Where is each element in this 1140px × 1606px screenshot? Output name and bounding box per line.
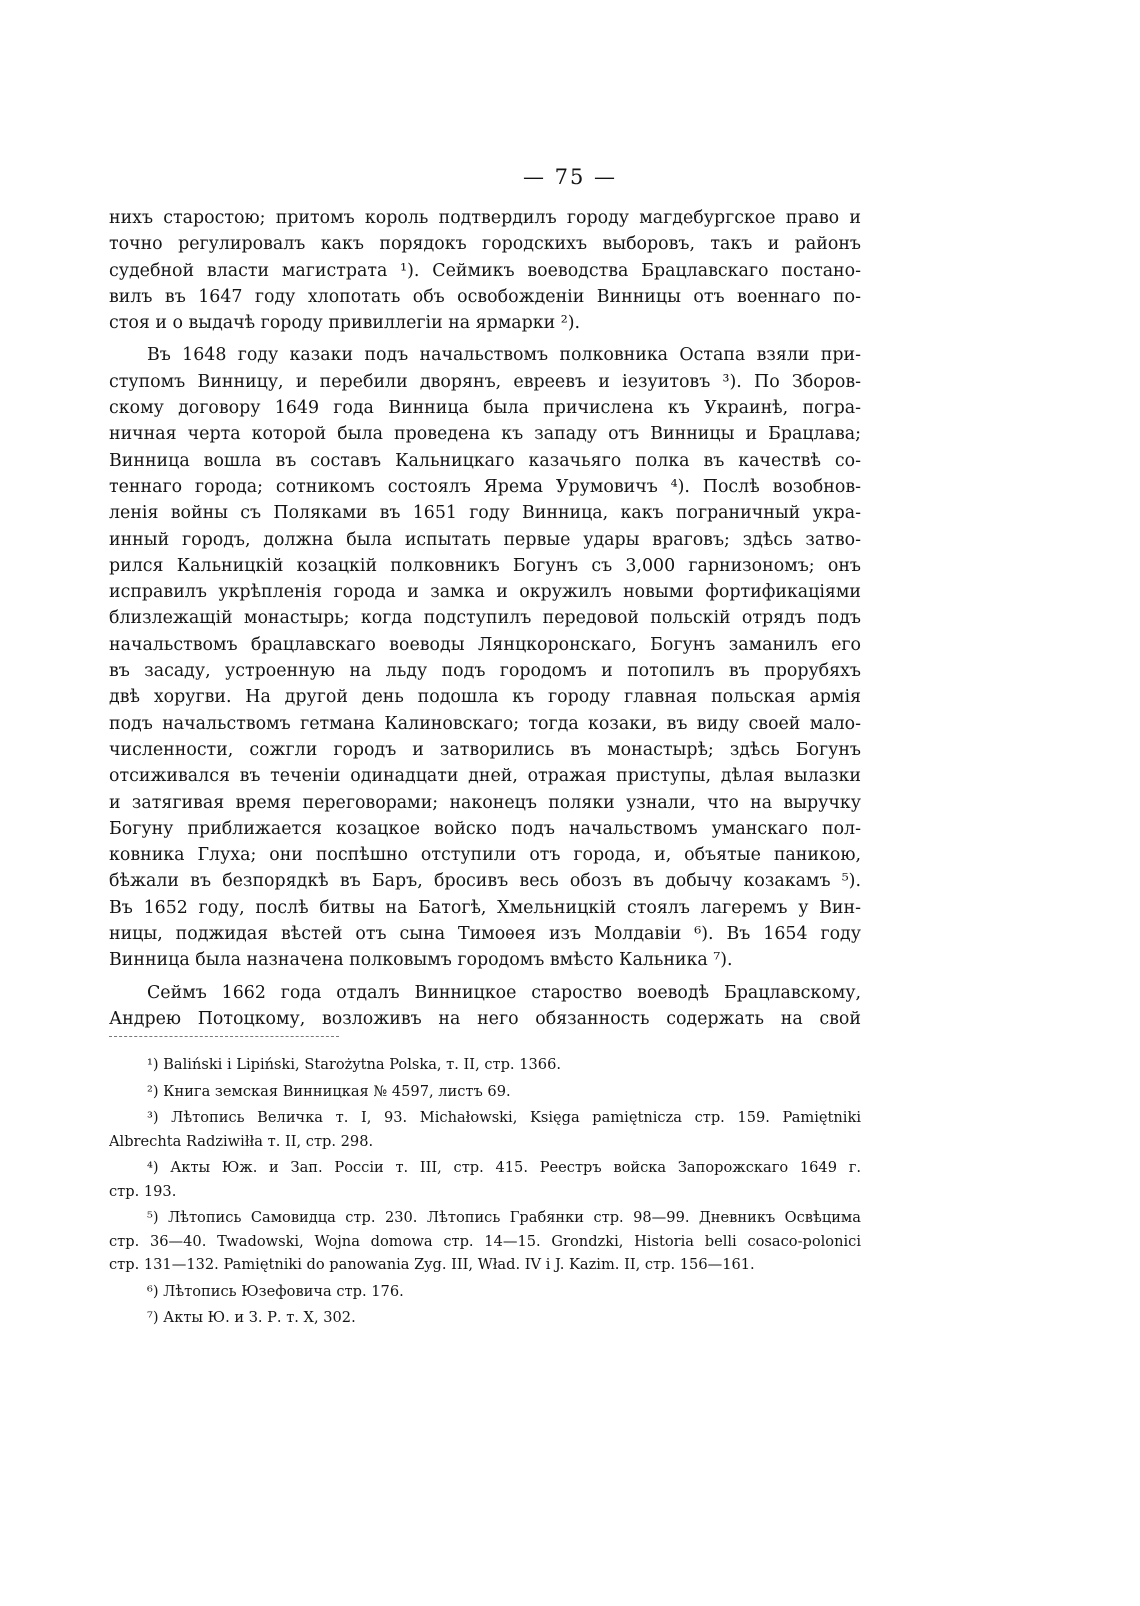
text-line: и затягивая время переговорами; наконецъ поляки узнали, что на выручку — [109, 792, 861, 813]
footnote — [109, 1156, 861, 1203]
text-line: Богуну приближается козацкое войско подъ начальствомъ уманскаго пол- — [109, 818, 861, 839]
footnote-line: ⁶) Лѣтопись Юзефовича стр. 176. — [147, 1282, 404, 1300]
text-line: Въ 1648 году казаки подъ начальствомъ полковника Остапа взяли при- — [147, 345, 861, 366]
footnote-line: стр. 131—132. Pamiętniki do panowania Zyg. III, Wład. IV i J. Kazim. II, стр. 156—161. — [109, 1256, 755, 1273]
body-text — [109, 205, 861, 1032]
footnote — [109, 1306, 861, 1330]
text-line: численности, сожгли городъ и затворились въ монастырѣ; здѣсь Богунъ — [109, 739, 861, 760]
footnote — [109, 1080, 861, 1104]
page-number: — 75 — — [522, 165, 618, 189]
footnote-line: ⁷) Акты Ю. и З. Р. т. X, 302. — [147, 1309, 356, 1326]
text-line: бѣжали въ безпорядкѣ въ Баръ, бросивъ весь обозъ въ добычу козакамъ ⁵). — [109, 871, 861, 892]
text-line: отсиживался въ теченiи одинадцати дней, отражая приступы, дѣлая вылазки — [109, 766, 861, 787]
paragraph — [109, 205, 861, 336]
text-line: скому договору 1649 года Винница была причислена къ Украинѣ, погра- — [109, 398, 861, 419]
paragraph — [109, 342, 861, 973]
text-line: Андрею Потоцкому, возложивъ на него обязанность содержать на свой — [109, 1008, 861, 1029]
text-line: рился Кальницкiй козацкiй полковникъ Богунъ съ 3,000 гарнизономъ; онъ — [109, 555, 861, 576]
text-line: стоя и о выдачѣ городу привиллегiи на ярмарки ²). — [109, 313, 581, 334]
footnote — [109, 1206, 861, 1277]
footnotes — [109, 1053, 861, 1330]
text-line: ничная черта которой была проведена къ западу отъ Винницы и Брацлава; — [109, 424, 861, 445]
text-line: ницы, поджидая вѣстей отъ сына Тимоѳея изъ Молдавiи ⁶). Въ 1654 году — [109, 924, 861, 945]
text-line: подъ начальствомъ гетмана Калиновскаго; тогда козаки, въ виду своей мало- — [109, 713, 861, 734]
text-line: начальствомъ брацлавскаго воеводы Лянцкоронскаго, Богунъ заманилъ его — [109, 634, 861, 655]
footnote-line: ¹) Baliński i Lipiński, Starożytna Polska, т. II, стр. 1366. — [147, 1056, 561, 1073]
footnote-line: ⁵) Лѣтопись Самовидца стр. 230. Лѣтопись Грабянки стр. 98—99. Дневникъ Освѣцима — [147, 1209, 861, 1226]
footnote-separator — [109, 1036, 339, 1037]
footnote-line: ²) Книга земская Винницкая № 4597, листъ 69. — [147, 1082, 511, 1100]
footnote-line: ⁴) Акты Юж. и Зап. Россiи т. III, стр. 415. Реестръ войска Запорожскаго 1649 г. — [147, 1159, 861, 1176]
text-line: Въ 1652 году, послѣ битвы на Батогѣ, Хмельницкiй стоялъ лагеремъ у Вин- — [109, 897, 861, 918]
text-line: Винница вошла въ составъ Кальницкаго казачьяго полка въ качествѣ со- — [109, 450, 861, 471]
footnote-line: Albrechta Radziwiłła т. II, стр. 298. — [109, 1132, 374, 1150]
text-line: судебной власти магистрата ¹). Сеймикъ воеводства Брацлавскаго постано- — [109, 260, 861, 281]
footnote-line: стр. 36—40. Twadowski, Wojna domowa стр. 14—15. Grondzki, Historia belli cosaco-polonici — [109, 1232, 861, 1250]
text-line: ленiя войны съ Поляками въ 1651 году Винница, какъ пограничный укра- — [109, 503, 861, 524]
text-line: ступомъ Винницу, и перебили дворянъ, евреевъ и iезуитовъ ³). По Зборов- — [109, 371, 861, 392]
text-line: нихъ старостою; притомъ король подтвердилъ городу магдебургское право и — [109, 208, 861, 228]
text-line: инный городъ, должна была испытать первые удары враговъ; здѣсь затво- — [109, 529, 861, 550]
text-line: въ засаду, устроенную на льду подъ городомъ и потопилъ въ прорубяхъ — [109, 661, 861, 682]
text-line: Сеймъ 1662 года отдалъ Винницкое староство воеводѣ Брацлавскому, — [147, 982, 861, 1003]
footnote — [109, 1053, 861, 1077]
footnote-line: стр. 193. — [109, 1182, 177, 1200]
text-line: близлежащiй монастырь; когда подступилъ передовой польскiй отрядъ подъ — [109, 608, 861, 629]
text-line: двѣ хоругви. На другой день подошла къ городу главная польская армiя — [109, 687, 861, 708]
footnote — [109, 1280, 861, 1304]
paragraph — [109, 980, 861, 1033]
text-line: ковника Глуха; они поспѣшно отступили отъ города, и, объятые паникою, — [109, 845, 861, 866]
text-line: точно регулировалъ какъ порядокъ городскихъ выборовъ, такъ и районъ — [109, 234, 861, 255]
text-line: исправилъ укрѣпленiя города и замка и окружилъ новыми фортификацiями — [109, 582, 861, 603]
footnote — [109, 1106, 861, 1153]
text-line: вилъ въ 1647 году хлопотать объ освобожденiи Винницы отъ военнаго по- — [109, 286, 861, 307]
text-line: теннаго города; сотникомъ состоялъ Ярема Урумовичъ ⁴). Послѣ возобнов- — [109, 476, 861, 497]
text-line: Винница была назначена полковымъ городомъ вмѣсто Кальника ⁷). — [109, 950, 733, 971]
footnote-line: ³) Лѣтопись Величка т. I, 93. Michałowski, Księga pamiętnicza стр. 159. Pamiętniki — [147, 1109, 861, 1126]
